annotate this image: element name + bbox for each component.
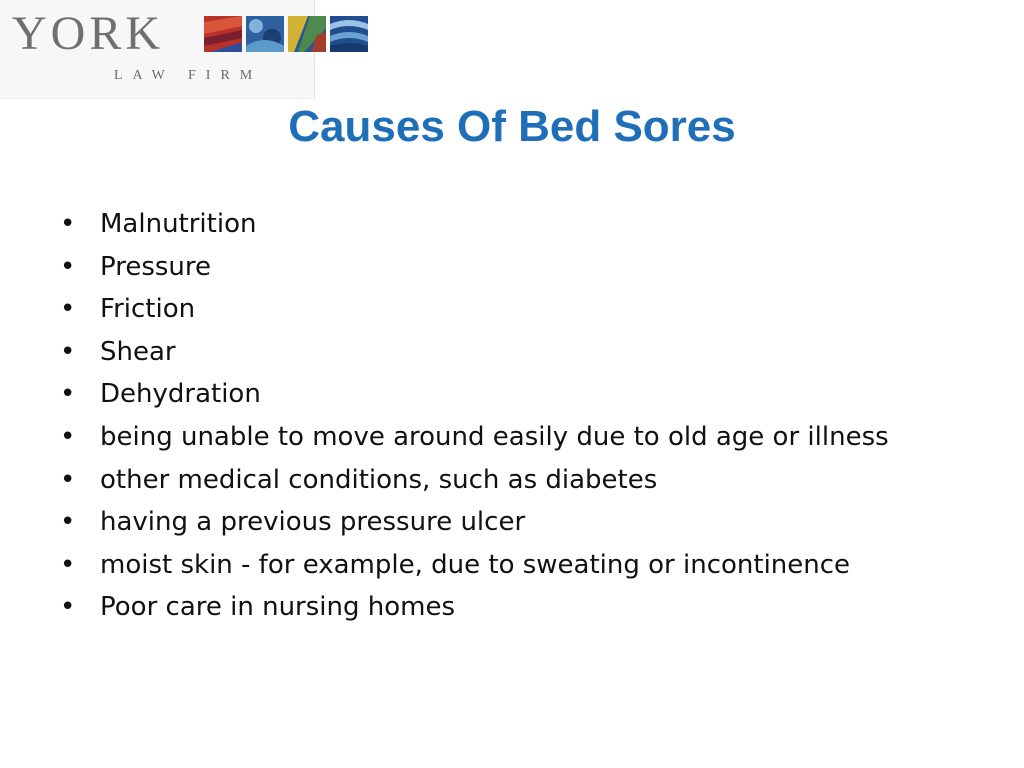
bullet-icon: • [60, 592, 76, 623]
list-item-text: Dehydration [100, 379, 261, 410]
bullet-icon: • [60, 464, 76, 495]
logo-art-tiles-icon [204, 16, 368, 52]
list-item [60, 590, 960, 624]
logo-wordmark: YORK [12, 7, 165, 60]
list-item [60, 505, 960, 539]
list-item [60, 250, 960, 284]
list-item-text: other medical conditions, such as diabetes [100, 464, 658, 495]
causes-list [60, 207, 960, 633]
bullet-icon: • [60, 549, 76, 580]
bullet-icon: • [60, 209, 76, 239]
list-item-text: Malnutrition [100, 209, 257, 239]
bullet-icon: • [60, 379, 76, 410]
list-item [60, 377, 960, 411]
bullet-icon: • [60, 507, 76, 538]
list-item-text: Shear [100, 336, 176, 367]
list-item [60, 292, 960, 326]
list-item [60, 548, 960, 582]
logo-subtitle: LAW FIRM [114, 68, 263, 83]
york-law-firm-logo [0, 0, 315, 99]
list-item-text: having a previous pressure ulcer [100, 507, 526, 538]
list-item-text: being unable to move around easily due to old age or illness [100, 421, 889, 452]
list-item-text: Friction [100, 294, 196, 325]
list-item [60, 207, 960, 241]
list-item-text: Poor care in nursing homes [100, 592, 456, 623]
list-item [60, 463, 960, 497]
bullet-icon: • [60, 421, 76, 452]
bullet-icon: • [60, 294, 76, 325]
bullet-icon: • [60, 336, 76, 367]
list-item-text: moist skin - for example, due to sweating or incontinence [100, 549, 851, 580]
list-item-text: Pressure [100, 251, 212, 282]
list-item [60, 335, 960, 369]
slide-title: Causes Of Bed Sores [288, 102, 736, 151]
bullet-icon: • [60, 251, 76, 282]
list-item [60, 420, 900, 454]
